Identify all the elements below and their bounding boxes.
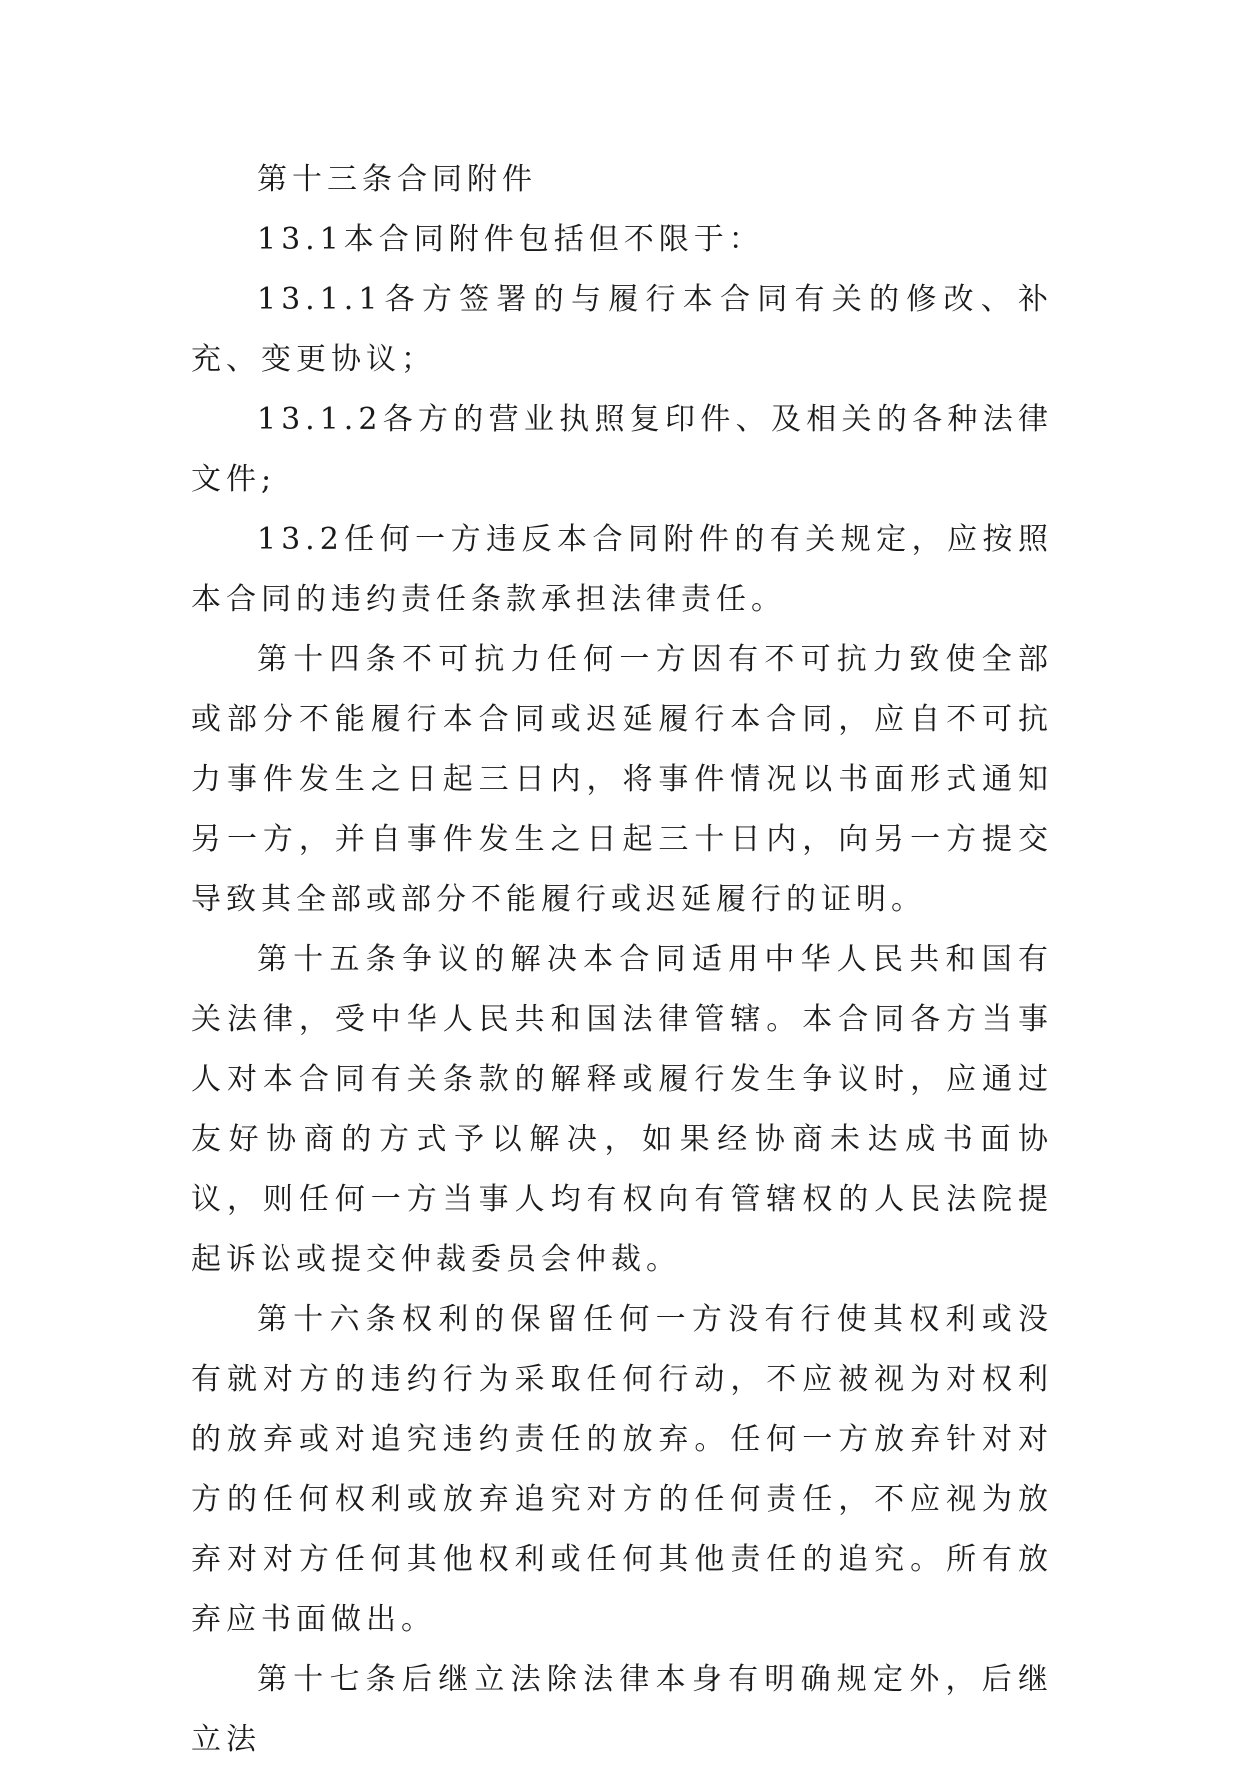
- paragraph-article-16: 第十六条权利的保留任何一方没有行使其权利或没有就对方的违约行为采取任何行动，不应被视为对权利的放弃或对追究违约责任的放弃。任何一方放弃针对对方的任何权利或放弃追究对方的任何责任，不应视为放弃对对方任何其他权利或任何其他责任的追究。所有放弃应书面做出。: [191, 1302, 1053, 1637]
- paragraph-13-2: 13.2任何一方违反本合同附件的有关规定，应按照本合同的违约责任条款承担法律责任。: [191, 522, 1053, 617]
- paragraph-13-1-1: 13.1.1各方签署的与履行本合同有关的修改、补充、变更协议；: [191, 282, 1053, 377]
- paragraph-article-17: 第十七条后继立法除法律本身有明确规定外，后继立法: [191, 1662, 1053, 1757]
- paragraph-article-13-heading: 第十三条合同附件: [257, 162, 537, 197]
- paragraph-article-15: 第十五条争议的解决本合同适用中华人民共和国有关法律，受中华人民共和国法律管辖。本合同各方当事人对本合同有关条款的解释或履行发生争议时，应通过友好协商的方式予以解决，如果经协商未达成书面协议，则任何一方当事人均有权向有管辖权的人民法院提起诉讼或提交仲裁委员会仲裁。: [191, 942, 1053, 1277]
- document-body: [191, 150, 1053, 1770]
- paragraph-13-1: 13.1本合同附件包括但不限于：: [257, 222, 764, 257]
- paragraph-article-14: 第十四条不可抗力任何一方因有不可抗力致使全部或部分不能履行本合同或迟延履行本合同，应自不可抗力事件发生之日起三日内，将事件情况以书面形式通知另一方，并自事件发生之日起三十日内，向另一方提交导致其全部或部分不能履行或迟延履行的证明。: [191, 642, 1053, 917]
- paragraph-13-1-2: 13.1.2各方的营业执照复印件、及相关的各种法律文件;: [191, 402, 1053, 497]
